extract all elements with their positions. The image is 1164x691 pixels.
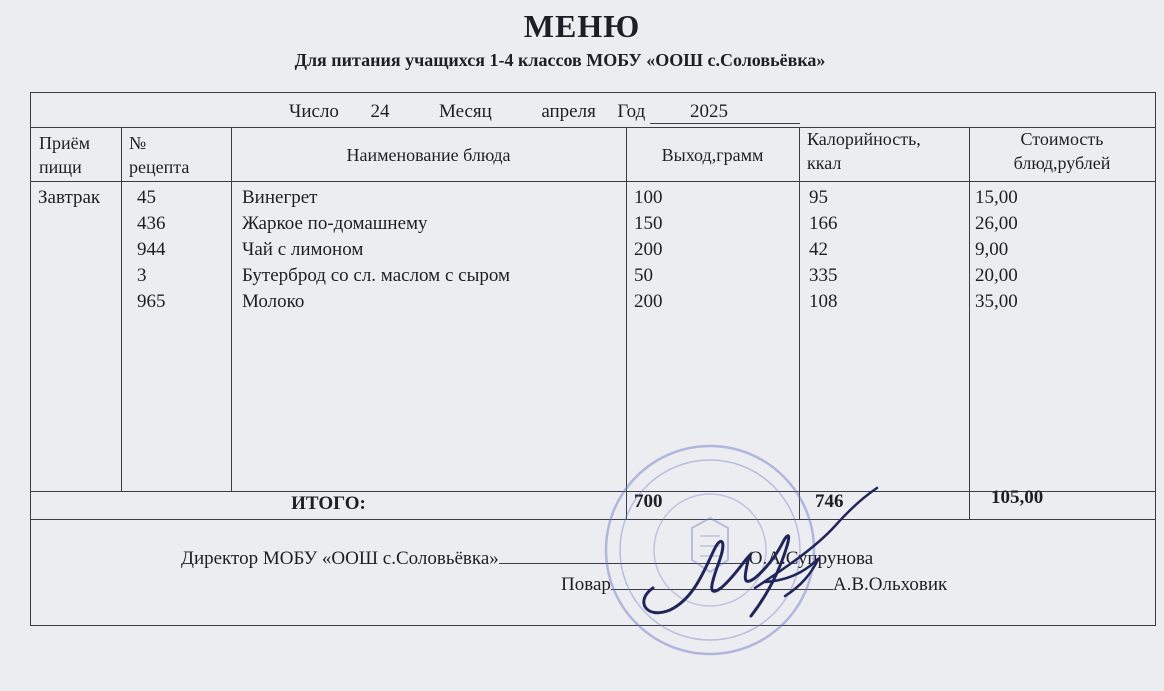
table-row-calories: 42 xyxy=(809,239,828,260)
total-label: ИТОГО: xyxy=(291,493,366,514)
table-row-weight: 200 xyxy=(634,291,663,312)
table-row-cost: 15,00 xyxy=(975,187,1018,208)
col-rule-5 xyxy=(969,127,970,519)
header-meal-line1: Приём xyxy=(39,133,91,153)
header-recipe-line1: № xyxy=(129,133,147,153)
table-row-dish: Молоко xyxy=(242,291,305,312)
table-row-calories: 108 xyxy=(809,291,838,312)
total-weight: 700 xyxy=(634,491,663,512)
table-row-dish: Бутерброд со сл. маслом с сыром xyxy=(242,265,511,286)
year-value: 2025 xyxy=(650,101,800,124)
table-row-weight: 50 xyxy=(634,265,653,286)
cook-signature-blank xyxy=(611,571,833,590)
header-cost-line2: блюд,рублей xyxy=(1013,153,1111,173)
table-row-cost: 35,00 xyxy=(975,291,1018,312)
table-row-calories: 166 xyxy=(809,213,838,234)
table-row-weight: 100 xyxy=(634,187,663,208)
header-calories xyxy=(807,127,969,175)
table-row-recipe: 45 xyxy=(137,187,156,208)
table-row-cost: 26,00 xyxy=(975,213,1018,234)
col-rule-4 xyxy=(799,127,800,519)
header-dish: Наименование блюда xyxy=(346,145,511,165)
header-calories-line1: Калорийность, xyxy=(807,129,921,149)
dish-column xyxy=(242,185,510,315)
month-value: апреля xyxy=(541,101,596,122)
document-subtitle: Для питания учащихся 1-4 классов МОБУ «ООШ с.Соловьёвка» xyxy=(294,50,826,70)
header-meal-line2: пищи xyxy=(39,157,82,177)
header-cost-line1: Стоимость xyxy=(1020,129,1104,149)
month-label: Месяц xyxy=(438,101,492,122)
table-row-recipe: 944 xyxy=(137,239,166,260)
calories-column xyxy=(809,185,838,315)
weight-column xyxy=(634,185,663,315)
header-calories-line2: ккал xyxy=(807,153,842,173)
header-bottom-rule xyxy=(31,181,1155,182)
col-rule-3 xyxy=(626,127,627,519)
header-weight: Выход,грамм xyxy=(661,145,764,165)
header-meal xyxy=(39,131,119,179)
recipe-column xyxy=(137,185,166,315)
menu-table xyxy=(30,92,1156,626)
cook-label: Повар xyxy=(561,574,611,595)
director-signature-line xyxy=(181,545,873,570)
table-row-dish: Винегрет xyxy=(242,187,318,208)
table-row-weight: 150 xyxy=(634,213,663,234)
table-row-weight: 200 xyxy=(634,239,663,260)
cook-signature-line xyxy=(561,571,947,596)
table-row-recipe: 436 xyxy=(137,213,166,234)
year-label: Год xyxy=(617,101,646,122)
col-rule-2 xyxy=(231,127,232,491)
date-row xyxy=(289,101,800,124)
director-name: О.А.Супрунова xyxy=(748,548,874,569)
header-cost xyxy=(969,127,1155,175)
table-row-calories: 95 xyxy=(809,187,828,208)
meal-name: Завтрак xyxy=(38,187,101,208)
director-label: Директор МОБУ «ООШ с.Соловьёвка» xyxy=(181,548,499,569)
day-label: Число xyxy=(289,101,339,122)
col-rule-1 xyxy=(121,127,122,491)
day-value: 24 xyxy=(370,101,390,122)
total-calories: 746 xyxy=(815,491,844,512)
table-row-dish: Чай с лимоном xyxy=(242,239,364,260)
table-row-recipe: 3 xyxy=(137,265,147,286)
table-row-calories: 335 xyxy=(809,265,838,286)
total-cost: 105,00 xyxy=(991,487,1044,508)
table-row-recipe: 965 xyxy=(137,291,166,312)
cost-column xyxy=(975,185,1018,315)
director-signature-blank xyxy=(499,545,749,564)
table-row-dish: Жаркое по-домашнему xyxy=(242,213,428,234)
header-recipe-line2: рецепта xyxy=(129,157,190,177)
header-recipe xyxy=(129,131,229,179)
table-row-cost: 9,00 xyxy=(975,239,1009,260)
document-title: МЕНЮ xyxy=(523,8,641,44)
table-row-cost: 20,00 xyxy=(975,265,1018,286)
total-bottom-rule xyxy=(31,519,1155,520)
cook-name: А.В.Ольховик xyxy=(832,574,948,595)
